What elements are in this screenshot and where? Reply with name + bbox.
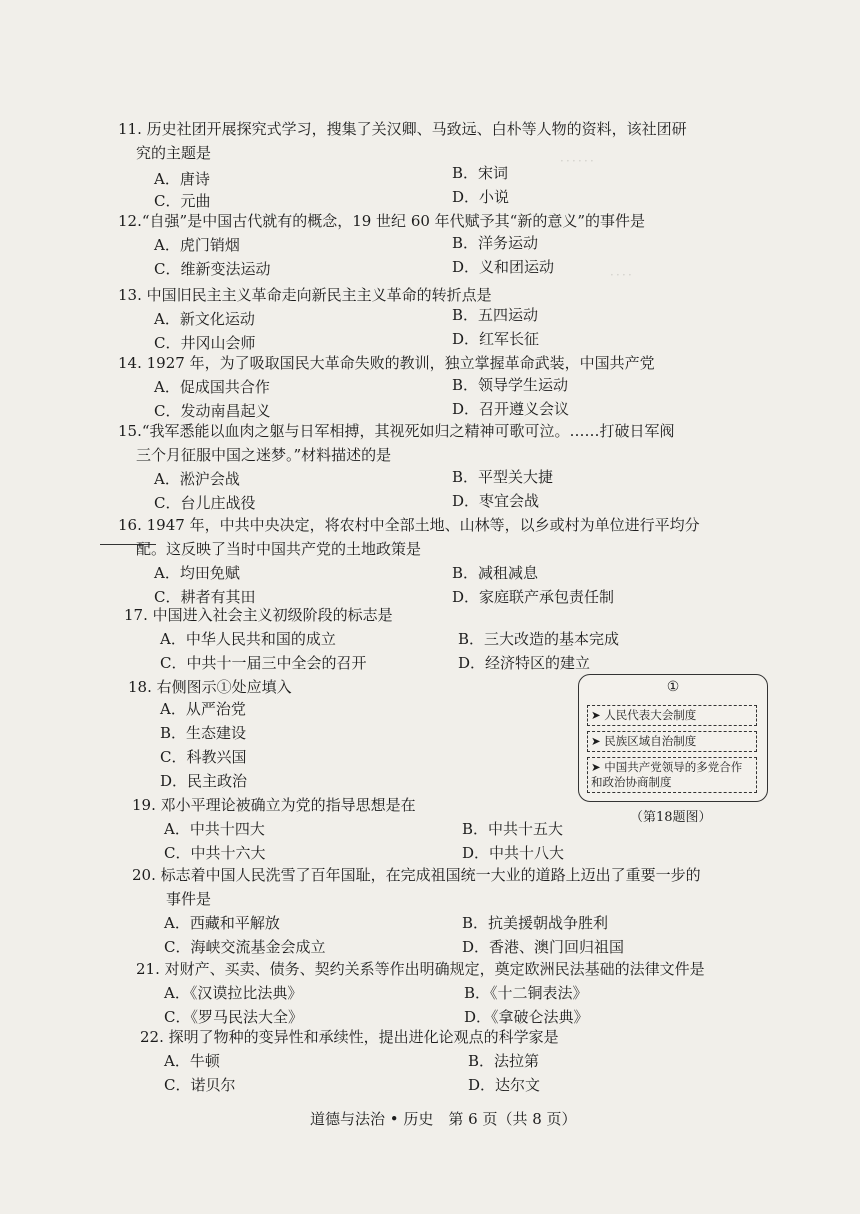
option-b: B．五四运动 [452,306,539,324]
question-14 [118,352,778,422]
option-b: B．洋务运动 [452,234,539,252]
question-22 [140,1026,780,1096]
option-b: B．中共十五大 [462,820,564,838]
question-20 [132,864,782,964]
question-13 [118,284,778,354]
option-d: D．香港、澳门回归祖国 [462,938,625,956]
option-a: A．从严治党 [160,700,246,718]
question-stem: 12.“自强”是中国古代就有的概念，19 世纪 60 年代赋予其“新的意义”的事件是 [118,212,646,230]
figure-item-ethnic-autonomy: ➤ 民族区域自治制度 [587,731,757,752]
option-c: C．海峡交流基金会成立 [164,938,326,956]
question-stem: 11. 历史社团开展探究式学习，搜集了关汉卿、马致远、白朴等人物的资料，该社团研 [118,120,687,138]
option-d: D．义和团运动 [452,258,555,276]
option-d: D．民主政治 [160,772,248,790]
question-stem: 17. 中国进入社会主义初级阶段的标志是 [124,606,393,624]
question-stem: 13. 中国旧民主主义革命走向新民主主义革命的转折点是 [118,286,492,304]
question-stem: 16. 1947 年，中共中央决定，将农村中全部土地、山林等，以乡或村为单位进行平均分 [118,516,700,534]
option-b: B．《十二铜表法》 [464,984,588,1002]
question-21 [136,958,786,1028]
option-d: D．达尔文 [468,1076,541,1094]
option-c: C．中共十一届三中全会的召开 [160,654,367,672]
question-11 [118,118,778,218]
option-a: A．虎门销烟 [154,236,240,254]
option-a: A．促成国共合作 [154,378,270,396]
option-b: B．减租减息 [452,564,539,582]
question-15 [118,420,778,510]
option-a: A．均田免赋 [154,564,240,582]
q18-figure-box [578,674,768,802]
question-17 [124,604,774,674]
question-19 [132,794,772,864]
option-b: B．宋词 [452,164,509,182]
question-stem-cont: 究的主题是 [136,144,212,162]
option-a: A．牛顿 [164,1052,220,1070]
option-c: C．《罗马民法大全》 [164,1008,303,1026]
question-stem: 18. 右侧图示①处应填入 [128,678,292,696]
option-d: D．召开遵义会议 [452,400,570,418]
figure-caption: （第18题图） [630,810,712,825]
question-stem-cont: 配。这反映了当时中国共产党的土地政策是 [136,540,422,558]
question-16 [118,514,778,606]
option-a: A．新文化运动 [154,310,255,328]
figure-item-people-congress: ➤ 人民代表大会制度 [587,705,757,726]
option-a: A．《汉谟拉比法典》 [164,984,303,1002]
question-stem-cont: 事件是 [166,890,212,908]
option-c: C．中共十六大 [164,844,266,862]
option-b: B．三大改造的基本完成 [458,630,620,648]
option-d: D．《拿破仑法典》 [464,1008,589,1026]
option-b: B．生态建设 [160,724,247,742]
page-footer: 道德与法治 • 历史 第 6 页（共 8 页） [310,1110,577,1128]
figure-item-multiparty-cooperation: ➤ 中国共产党领导的多党合作和政治协商制度 [587,757,757,793]
option-c: C．诺贝尔 [164,1076,236,1094]
question-stem: 15.“我军悉能以血肉之躯与日军相搏，其视死如归之精神可歌可泣。……打破日军阀 [118,422,675,440]
option-d: D．枣宜会战 [452,492,540,510]
option-a: A．中华人民共和国的成立 [160,630,336,648]
figure-blank-marker: ① [666,679,680,695]
bleed-through-text: ．．．．．． [560,150,603,164]
option-d: D．红军长征 [452,330,540,348]
option-d: D．中共十八大 [462,844,565,862]
question-stem-cont: 三个月征服中国之迷梦。”材料描述的是 [136,446,392,464]
option-d: D．家庭联产承包责任制 [452,588,615,606]
option-c: C．井冈山会师 [154,334,256,352]
option-c: C．元曲 [154,192,211,210]
option-c: C．耕者有其田 [154,588,256,606]
option-a: A．唐诗 [154,170,210,188]
question-stem: 19. 邓小平理论被确立为党的指导思想是在 [132,796,416,814]
question-12 [118,210,778,280]
option-b: B．领导学生运动 [452,376,569,394]
option-b: B．抗美援朝战争胜利 [462,914,609,932]
option-a: A．中共十四大 [164,820,265,838]
question-stem: 21. 对财产、买卖、债务、契约关系等作出明确规定，奠定欧洲民法基础的法律文件是 [136,960,705,978]
option-b: B．法拉第 [468,1052,540,1070]
option-c: C．台儿庄战役 [154,494,256,512]
option-b: B．平型关大捷 [452,468,554,486]
question-stem: 14. 1927 年，为了吸取国民大革命失败的教训，独立掌握革命武装，中国共产党 [118,354,655,372]
option-c: C．维新变法运动 [154,260,271,278]
option-d: D．经济特区的建立 [458,654,591,672]
option-c: C．科教兴国 [160,748,247,766]
option-a: A．淞沪会战 [154,470,240,488]
option-c: C．发动南昌起义 [154,402,271,420]
option-d: D．小说 [452,188,510,206]
option-a: A．西藏和平解放 [164,914,280,932]
bleed-through-text: ．．．． [610,264,641,278]
question-stem: 20. 标志着中国人民洗雪了百年国耻，在完成祖国统一大业的道路上迈出了重要一步的 [132,866,701,884]
question-18 [128,676,568,796]
question-stem: 22. 探明了物种的变异性和承续性，提出进化论观点的科学家是 [140,1028,559,1046]
